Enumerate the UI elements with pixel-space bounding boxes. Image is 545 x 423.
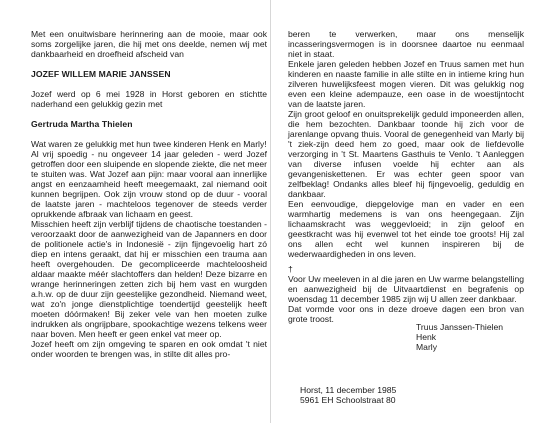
- paragraph: Jozef heeft om zijn omgeving te sparen en ook omdat 't niet onder woorden te brengen was, in stilte dit alles pro-: [31, 339, 267, 359]
- address: 5961 EH Schoolstraat 80: [300, 395, 396, 405]
- paragraph: Een eenvoudige, diepgelovige man en vader en een warmhartig medemens is van ons heengegaan. Zijn lichaamskracht was weggevloeid; in zijn geloof en geestkracht was hij evenwel tot het einde toe groots! Hij zal ons allen echt wel kunnen inspireren bij de wederwaardigheden in ons leven.: [288, 199, 524, 259]
- paragraph: Misschien heeft zijn verblijf tijdens de chaotische toestanden - veroorzaakt door de aanwezigheid van de Japanners en door de politionele actie's in Indonesië - zijn fijngevoelig hart zó diep en intens geraakt, dat hij er misschien een trauma aan heeft overgehouden. De gecompliceerde machteloosheid aldaar maakte méér slachtoffers dan helden! Deze bizarre en wrange herinneringen zetten zich bij hem vast en wurgden a.h.w. op de duur zijn geestelijke gezondheid. Niemand weet, wat zo'n jonge dienstplichtige toendertijd geestelijk heeft moeten dóórmaken! Bij zeker vele van hen moeten zulke indrukken als ongrijpbare, spookachtige wezens telkens weer naar boven. Men heeft er geen enkel vat meer op.: [31, 219, 267, 339]
- signatory: Marly: [416, 342, 438, 352]
- paragraph: Wat waren ze gelukkig met hun twee kinderen Henk en Marly!: [31, 139, 267, 149]
- right-column: [288, 29, 524, 324]
- place-date: Horst, 11 december 1985: [300, 385, 397, 395]
- birth-text: Jozef werd op 6 mei 1928 in Horst geboren en stichtte naderhand een gelukkig gezin met: [31, 89, 267, 109]
- footer: [300, 385, 396, 405]
- paragraph: Enkele jaren geleden hebben Jozef en Truus samen met hun kinderen en naaste familie in alle stilte en in intieme kring hun zilveren huwelijksfeest mogen vieren. Dit was gelukkig nog even een kleine adempauze, een oase in de woestijntocht van de laatste jaren.: [288, 59, 524, 109]
- signatory: Henk: [416, 332, 437, 342]
- paragraph: beren te verwerken, maar ons menselijk incasseringsvermogen is in doorsnee daartoe nu eenmaal niet in staat.: [288, 29, 524, 59]
- signatory: Truus Janssen-Thielen: [416, 322, 504, 332]
- cross-symbol: †: [288, 264, 293, 274]
- paragraph: Zijn groot geloof en onuitsprekelijk geduld imponeerden allen, die hem bezochten. Dankbaar toonde hij zich voor de jarenlange opvang thuis. Vooral de genegenheid van Marly bij 't ziek-zijn deed hem zo goed, maar ook de liefdevolle verzorging in 't St. Maartens Gasthuis te Venlo. 't Aanleggen van diverse infusen voelde hij echter aan als gevangeniskettenen. Er was echter geen spoor van zelfbeklag! Ondanks alles bleef hij fijngevoelig, geduldig en dankbaar.: [288, 109, 524, 199]
- paragraph: Dat vormde voor ons in deze droeve dagen een bron van grote troost.: [288, 304, 524, 324]
- spouse-name: Gertruda Martha Thielen: [31, 119, 133, 129]
- left-column: [31, 29, 267, 359]
- intro-text: Met een onuitwisbare herinnering aan de mooie, maar ook soms zorgelijke jaren, die hij met ons deelde, nemen wij met dankbaarheid en droefheid afscheid van: [31, 29, 267, 59]
- fold-divider: [270, 0, 271, 423]
- paragraph: Al vrij spoedig - nu ongeveer 14 jaar geleden - werd Jozef getroffen door een sluipende en slopende ziekte, die net meer te stuiten was. Wat Jozef aan pijn: maar vooral aan innerlijke angst en eenzaamheid heeft meegemaakt, zal niemand ooit kunnen begrijpen. Ook zijn vrouw stond op de duur - vooral de laatste jaren - machteloos tegenover de steeds verder oprukkende afbraak van lichaam en geest.: [31, 149, 267, 219]
- paragraph: Voor Uw meeleven in al die jaren en Uw warme belangstelling en aanwezigheid bij de Uitvaartdienst en begrafenis op woensdag 11 december 1985 zijn wij U allen zeer dankbaar.: [288, 274, 524, 304]
- deceased-name: JOZEF WILLEM MARIE JANSSEN: [31, 69, 171, 79]
- signatories: [416, 322, 503, 352]
